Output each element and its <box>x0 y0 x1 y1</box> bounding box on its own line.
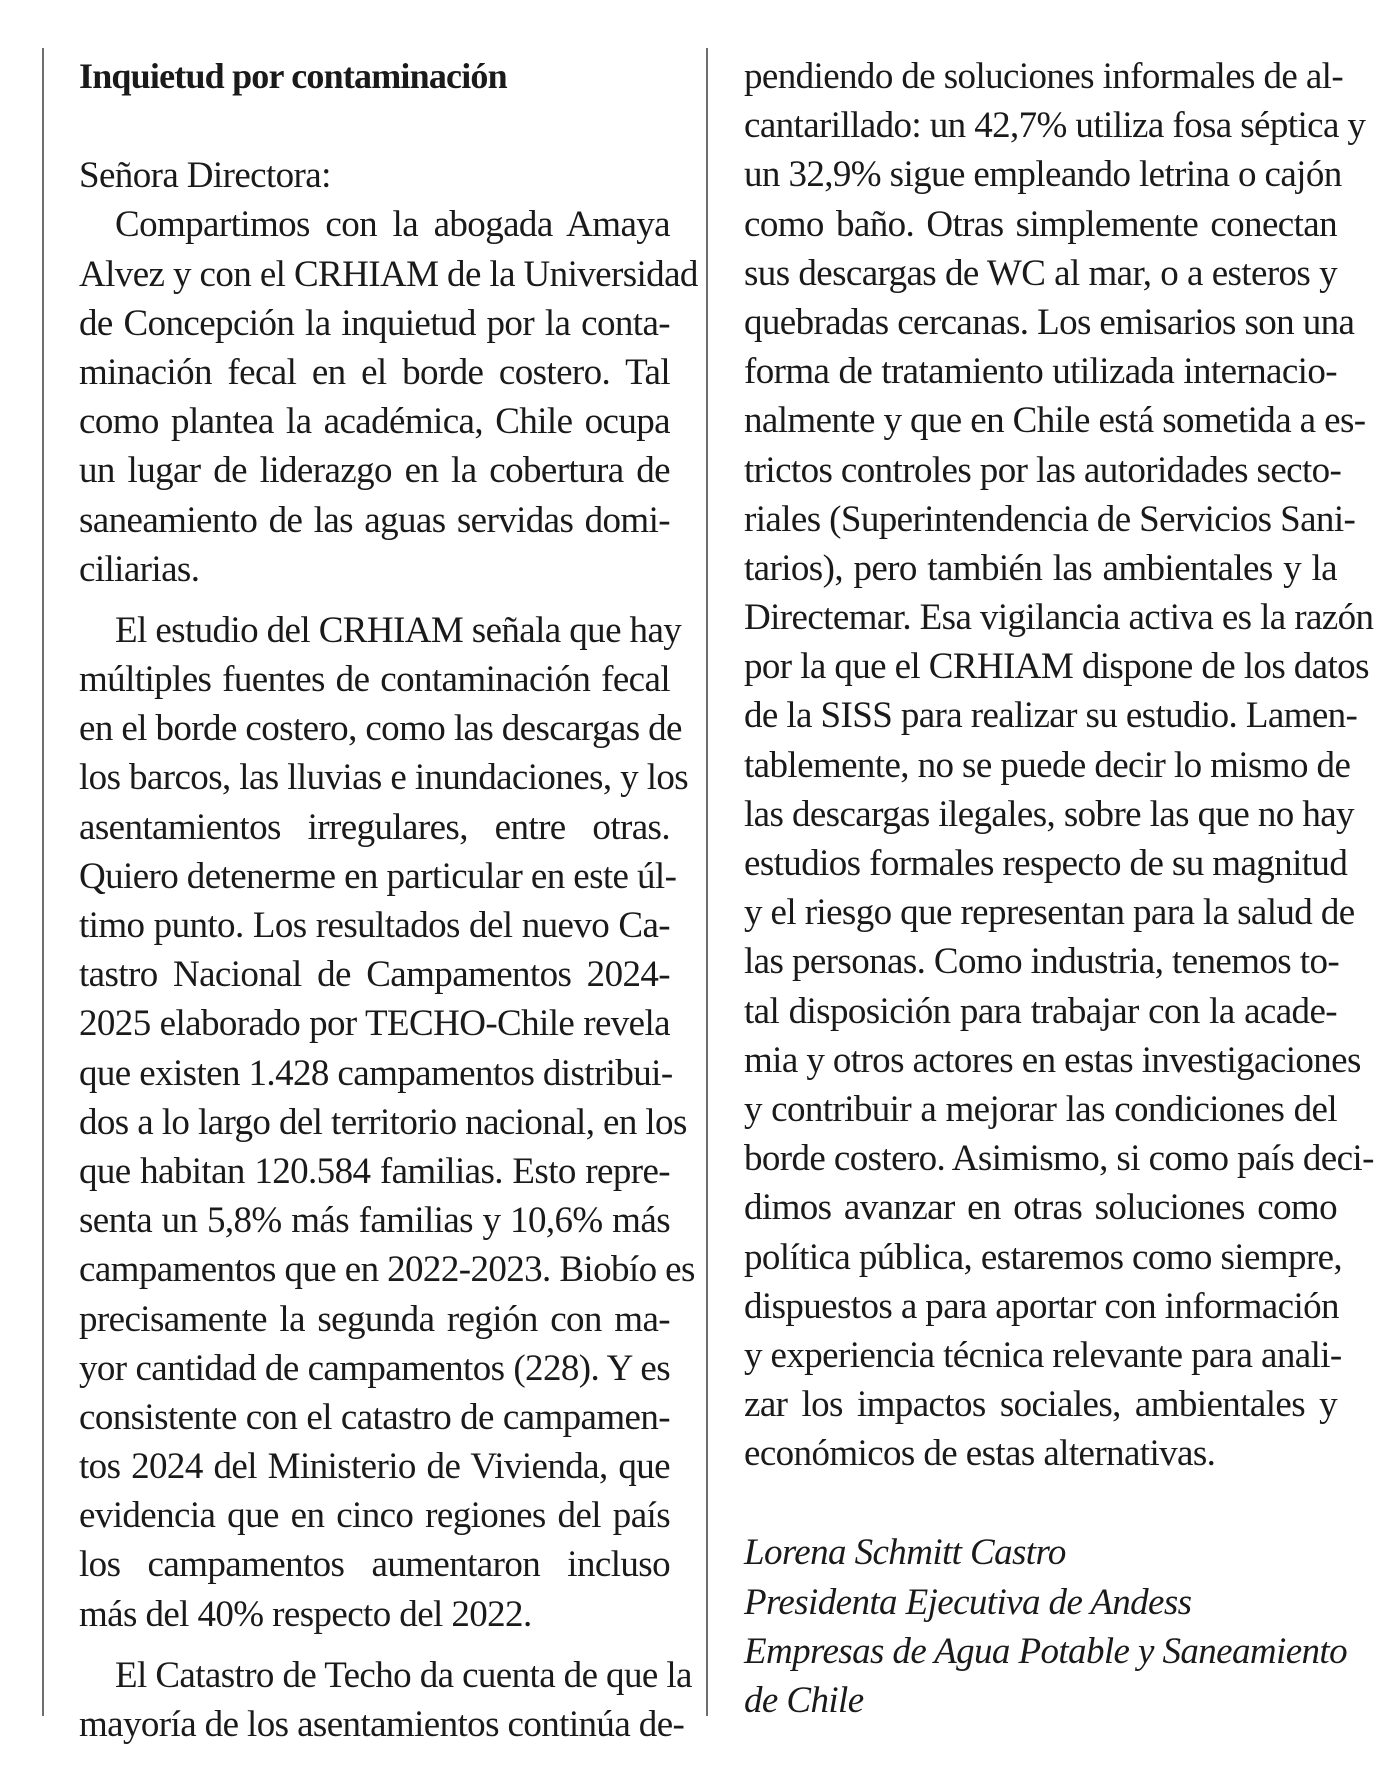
spacer <box>79 1639 670 1651</box>
text-line: nalmente y que en Chile está sometida a es- <box>744 400 1366 442</box>
text-line: las personas. Como industria, tenemos to- <box>744 941 1340 983</box>
text-line: tastro Nacional de Campamentos 2024- <box>79 954 670 996</box>
text-line: quebradas cercanas. Los emisarios son una <box>744 301 1355 343</box>
text-line: Directemar. Esa vigilancia activa es la razón <box>744 597 1374 639</box>
text-line: más del 40% respecto del 2022. <box>79 1593 532 1635</box>
signature-name: Lorena Schmitt Castro <box>744 1532 1066 1574</box>
text-line: económicos de estas alternativas. <box>744 1433 1216 1475</box>
text-line: zar los impactos sociales, ambientales y <box>744 1384 1337 1426</box>
text-line: dos a lo largo del territorio nacional, en los <box>79 1101 687 1143</box>
text-line: saneamiento de las aguas servidas domi- <box>79 499 670 541</box>
text-line: tos 2024 del Ministerio de Vivienda, que <box>79 1446 670 1488</box>
text-line: consistente con el catastro de campamen- <box>79 1396 670 1438</box>
text-line: asentamientos irregulares, entre otras. <box>79 806 670 848</box>
text-line: tal disposición para trabajar con la acade- <box>744 990 1337 1032</box>
text-line: riales (Superintendencia de Servicios Sani- <box>744 498 1356 540</box>
text-line: que existen 1.428 campamentos distribui- <box>79 1052 673 1094</box>
text-line: y el riesgo que representan para la salud de <box>744 892 1355 934</box>
text-line: los barcos, las lluvias e inundaciones, y los <box>79 757 689 799</box>
spacer <box>79 101 670 151</box>
text-line: de Concepción la inquietud por la conta- <box>79 302 670 344</box>
salutation: Señora Directora: <box>79 155 331 197</box>
text-line: múltiples fuentes de contaminación fecal <box>79 659 670 701</box>
text-line: El Catastro de Techo da cuenta de que la <box>115 1654 692 1696</box>
text-line: senta un 5,8% más familias y 10,6% más <box>79 1200 670 1242</box>
text-line: como baño. Otras simplemente conectan <box>744 203 1337 245</box>
text-line: Quiero detenerme en particular en este úl- <box>79 855 677 897</box>
text-line: forma de tratamiento utilizada internacio- <box>744 351 1337 393</box>
text-line: por la que el CRHIAM dispone de los datos <box>744 646 1369 688</box>
signature-organization: Empresas de Agua Potable y Saneamiento <box>744 1630 1348 1672</box>
text-line: El estudio del CRHIAM señala que hay <box>115 609 682 651</box>
paragraph-1 <box>79 200 698 594</box>
letter-column-right <box>744 52 1374 1725</box>
text-line: dimos avanzar en otras soluciones como <box>744 1187 1337 1229</box>
signature-organization-cont: de Chile <box>744 1680 864 1721</box>
text-line: como plantea la académica, Chile ocupa <box>79 401 670 443</box>
paragraph-3 <box>79 1651 692 1749</box>
text-line: y contribuir a mejorar las condiciones del <box>744 1088 1337 1130</box>
text-line: 2025 elaborado por TECHO-Chile revela <box>79 1003 670 1045</box>
signature-role: Presidenta Ejecutiva de Andess <box>744 1581 1192 1623</box>
text-line: pendiendo de soluciones informales de al- <box>744 56 1344 97</box>
text-line: política pública, estaremos como siempre, <box>744 1236 1343 1278</box>
signature-block <box>744 1528 1348 1725</box>
text-line: campamentos que en 2022-2023. Biobío es <box>79 1249 695 1291</box>
text-line: trictos controles por las autoridades secto- <box>744 449 1342 491</box>
text-line: yor cantidad de campamentos (228). Y es <box>79 1347 670 1389</box>
text-line: tarios), pero también las ambientales y la <box>744 547 1337 589</box>
text-line: precisamente la segunda región con ma- <box>79 1298 670 1340</box>
text-line: un lugar de liderazgo en la cobertura de <box>79 450 670 492</box>
text-line: las descargas ilegales, sobre las que no hay <box>744 793 1354 835</box>
text-line: un 32,9% sigue empleando letrina o cajón <box>744 154 1342 196</box>
spacer <box>79 594 670 606</box>
text-line: minación fecal en el borde costero. Tal <box>79 351 670 393</box>
text-line: Compartimos con la abogada Amaya <box>115 204 670 246</box>
text-line: y experiencia técnica relevante para anali- <box>744 1334 1342 1376</box>
text-line: que habitan 120.584 familias. Esto repre- <box>79 1150 670 1192</box>
letter-title: Inquietud por contaminación <box>79 56 507 96</box>
text-line: cantarillado: un 42,7% utiliza fosa séptica y <box>744 105 1366 147</box>
text-line: en el borde costero, como las descargas de <box>79 708 682 750</box>
text-line: timo punto. Los resultados del nuevo Ca- <box>79 905 670 946</box>
text-line: mayoría de los asentamientos continúa de- <box>79 1704 685 1745</box>
text-line: evidencia que en cinco regiones del país <box>79 1495 670 1537</box>
text-line: tablemente, no se puede decir lo mismo de <box>744 744 1351 786</box>
text-line: sus descargas de WC al mar, o a esteros y <box>744 252 1337 294</box>
text-line: borde costero. Asimismo, si como país deci- <box>744 1138 1374 1180</box>
spacer <box>744 1478 1337 1528</box>
column-rule-left <box>42 48 44 1716</box>
column-rule-middle <box>706 48 708 1716</box>
text-line: dispuestos a para aportar con información <box>744 1285 1339 1327</box>
text-line: ciliarias. <box>79 548 200 590</box>
text-line: Alvez y con el CRHIAM de la Universidad <box>79 253 698 295</box>
letter-column-left <box>79 52 698 1749</box>
text-line: estudios formales respecto de su magnitud <box>744 843 1348 884</box>
paragraph-2 <box>79 606 695 1639</box>
paragraph-3-continued <box>744 52 1374 1478</box>
text-line: mia y otros actores en estas investigaciones <box>744 1039 1361 1081</box>
text-line: los campamentos aumentaron incluso <box>79 1544 670 1586</box>
text-line: de la SISS para realizar su estudio. Lamen- <box>744 695 1358 737</box>
